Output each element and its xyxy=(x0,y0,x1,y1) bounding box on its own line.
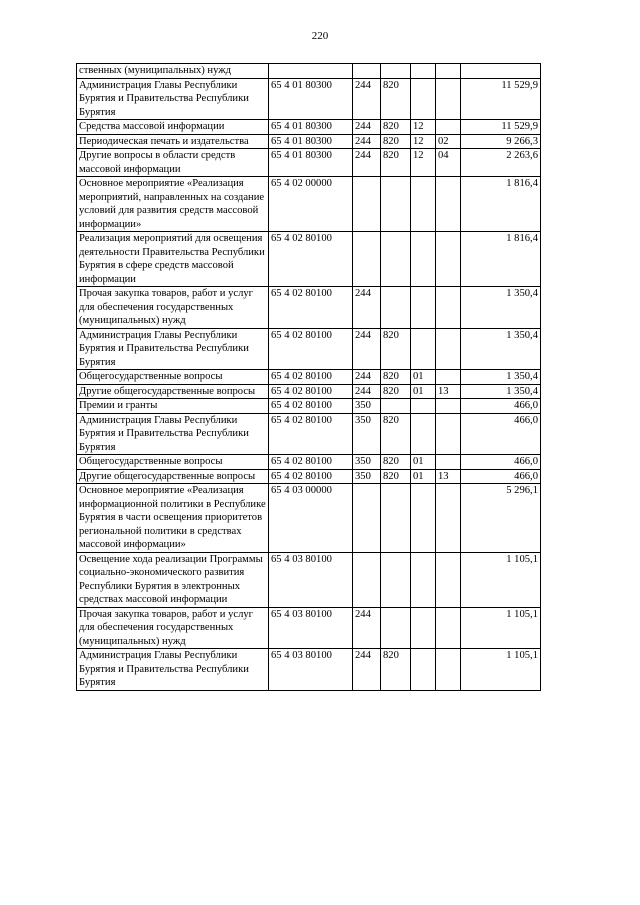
cell-name: Прочая закупка товаров, работ и услуг для обеспечения государственных (муниципальных) нужд xyxy=(77,607,269,649)
cell-subsection xyxy=(436,455,461,470)
cell-name: Общегосударственные вопросы xyxy=(77,370,269,385)
cell-expense-type: 244 xyxy=(353,607,381,649)
cell-name: Освещение хода реализации Программы социально-экономического развития Республики Бурятия в электронных средствах массовой информации xyxy=(77,552,269,607)
cell-section xyxy=(411,287,436,329)
cell-target-article: 65 4 02 00000 xyxy=(269,177,353,232)
cell-amount: 1 816,4 xyxy=(461,232,541,287)
cell-amount xyxy=(461,64,541,79)
cell-subsection xyxy=(436,399,461,414)
cell-administrator-code xyxy=(381,484,411,553)
cell-target-article: 65 4 02 80100 xyxy=(269,399,353,414)
cell-expense-type: 244 xyxy=(353,120,381,135)
cell-amount: 1 350,4 xyxy=(461,370,541,385)
cell-administrator-code: 820 xyxy=(381,120,411,135)
cell-expense-type: 244 xyxy=(353,370,381,385)
cell-section: 12 xyxy=(411,134,436,149)
cell-expense-type: 244 xyxy=(353,78,381,120)
cell-amount: 1 105,1 xyxy=(461,607,541,649)
cell-target-article: 65 4 02 80100 xyxy=(269,287,353,329)
table-row xyxy=(77,552,541,607)
cell-expense-type: 350 xyxy=(353,399,381,414)
cell-expense-type: 350 xyxy=(353,455,381,470)
cell-administrator-code: 820 xyxy=(381,413,411,455)
cell-name: Средства массовой информации xyxy=(77,120,269,135)
cell-administrator-code xyxy=(381,287,411,329)
cell-name: Реализация мероприятий для освещения деятельности Правительства Республики Бурятия в сфере средств массовой информации xyxy=(77,232,269,287)
table-row xyxy=(77,134,541,149)
cell-section xyxy=(411,484,436,553)
cell-name: Общегосударственные вопросы xyxy=(77,455,269,470)
table-row xyxy=(77,64,541,79)
cell-name: Периодическая печать и издательства xyxy=(77,134,269,149)
cell-name: Прочая закупка товаров, работ и услуг для обеспечения государственных (муниципальных) нужд xyxy=(77,287,269,329)
table-row xyxy=(77,328,541,370)
table-row xyxy=(77,384,541,399)
table-row xyxy=(77,287,541,329)
cell-administrator-code: 820 xyxy=(381,469,411,484)
cell-expense-type xyxy=(353,484,381,553)
cell-target-article: 65 4 01 80300 xyxy=(269,78,353,120)
table-row xyxy=(77,649,541,691)
cell-amount: 1 105,1 xyxy=(461,649,541,691)
cell-name: Администрация Главы Республики Бурятия и Правительства Республики Бурятия xyxy=(77,328,269,370)
cell-amount: 11 529,9 xyxy=(461,120,541,135)
cell-name: ственных (муниципальных) нужд xyxy=(77,64,269,79)
table-row xyxy=(77,232,541,287)
cell-name: Администрация Главы Республики Бурятия и Правительства Республики Бурятия xyxy=(77,649,269,691)
cell-target-article: 65 4 01 80300 xyxy=(269,134,353,149)
cell-target-article: 65 4 02 80100 xyxy=(269,455,353,470)
cell-name: Другие общегосударственные вопросы xyxy=(77,384,269,399)
cell-expense-type: 244 xyxy=(353,649,381,691)
cell-expense-type: 244 xyxy=(353,134,381,149)
table-row xyxy=(77,120,541,135)
cell-section: 01 xyxy=(411,384,436,399)
cell-section xyxy=(411,413,436,455)
cell-subsection xyxy=(436,232,461,287)
cell-section xyxy=(411,232,436,287)
cell-amount: 466,0 xyxy=(461,455,541,470)
cell-section xyxy=(411,607,436,649)
budget-table xyxy=(76,63,541,691)
cell-administrator-code xyxy=(381,552,411,607)
cell-name: Премии и гранты xyxy=(77,399,269,414)
cell-administrator-code xyxy=(381,232,411,287)
cell-expense-type xyxy=(353,232,381,287)
table-row xyxy=(77,399,541,414)
cell-section xyxy=(411,78,436,120)
cell-amount: 2 263,6 xyxy=(461,149,541,177)
cell-administrator-code: 820 xyxy=(381,649,411,691)
table-row xyxy=(77,455,541,470)
cell-target-article xyxy=(269,64,353,79)
cell-subsection: 13 xyxy=(436,384,461,399)
cell-amount: 1 350,4 xyxy=(461,328,541,370)
cell-administrator-code xyxy=(381,64,411,79)
cell-target-article: 65 4 03 80100 xyxy=(269,552,353,607)
cell-subsection xyxy=(436,649,461,691)
cell-name: Другие вопросы в области средств массовой информации xyxy=(77,149,269,177)
cell-amount: 1 350,4 xyxy=(461,384,541,399)
cell-amount: 1 350,4 xyxy=(461,287,541,329)
cell-section xyxy=(411,64,436,79)
cell-administrator-code: 820 xyxy=(381,134,411,149)
cell-expense-type: 244 xyxy=(353,328,381,370)
table-body xyxy=(77,64,541,691)
cell-administrator-code: 820 xyxy=(381,78,411,120)
cell-subsection: 02 xyxy=(436,134,461,149)
cell-administrator-code: 820 xyxy=(381,370,411,385)
cell-target-article: 65 4 02 80100 xyxy=(269,384,353,399)
cell-name: Администрация Главы Республики Бурятия и Правительства Республики Бурятия xyxy=(77,78,269,120)
cell-administrator-code xyxy=(381,399,411,414)
cell-subsection xyxy=(436,552,461,607)
cell-amount: 466,0 xyxy=(461,469,541,484)
cell-subsection xyxy=(436,607,461,649)
cell-section: 01 xyxy=(411,469,436,484)
cell-target-article: 65 4 02 80100 xyxy=(269,328,353,370)
cell-subsection xyxy=(436,78,461,120)
cell-expense-type: 244 xyxy=(353,384,381,399)
cell-section: 01 xyxy=(411,370,436,385)
cell-target-article: 65 4 03 80100 xyxy=(269,649,353,691)
cell-target-article: 65 4 02 80100 xyxy=(269,232,353,287)
cell-target-article: 65 4 02 80100 xyxy=(269,413,353,455)
cell-amount: 466,0 xyxy=(461,413,541,455)
cell-target-article: 65 4 02 80100 xyxy=(269,370,353,385)
cell-section xyxy=(411,552,436,607)
cell-section: 12 xyxy=(411,149,436,177)
cell-subsection xyxy=(436,120,461,135)
table-row xyxy=(77,370,541,385)
cell-subsection: 13 xyxy=(436,469,461,484)
cell-subsection xyxy=(436,413,461,455)
cell-administrator-code: 820 xyxy=(381,328,411,370)
page-number: 220 xyxy=(311,30,329,42)
cell-target-article: 65 4 03 00000 xyxy=(269,484,353,553)
cell-administrator-code: 820 xyxy=(381,384,411,399)
cell-subsection xyxy=(436,484,461,553)
cell-administrator-code: 820 xyxy=(381,455,411,470)
cell-amount: 466,0 xyxy=(461,399,541,414)
table-row xyxy=(77,607,541,649)
cell-name: Основное мероприятие «Реализация мероприятий, направленных на создание условий для развития средств массовой информации» xyxy=(77,177,269,232)
table-row xyxy=(77,177,541,232)
cell-expense-type: 350 xyxy=(353,413,381,455)
table-row xyxy=(77,78,541,120)
cell-section xyxy=(411,399,436,414)
cell-section xyxy=(411,649,436,691)
table-row xyxy=(77,484,541,553)
cell-amount: 5 296,1 xyxy=(461,484,541,553)
cell-administrator-code xyxy=(381,607,411,649)
cell-section: 12 xyxy=(411,120,436,135)
cell-target-article: 65 4 01 80300 xyxy=(269,149,353,177)
cell-section: 01 xyxy=(411,455,436,470)
cell-expense-type xyxy=(353,64,381,79)
cell-administrator-code xyxy=(381,177,411,232)
cell-target-article: 65 4 03 80100 xyxy=(269,607,353,649)
table-row xyxy=(77,149,541,177)
cell-administrator-code: 820 xyxy=(381,149,411,177)
cell-name: Администрация Главы Республики Бурятия и Правительства Республики Бурятия xyxy=(77,413,269,455)
cell-section xyxy=(411,177,436,232)
cell-amount: 1 105,1 xyxy=(461,552,541,607)
table-row xyxy=(77,413,541,455)
table-row xyxy=(77,469,541,484)
cell-target-article: 65 4 01 80300 xyxy=(269,120,353,135)
cell-subsection xyxy=(436,328,461,370)
cell-target-article: 65 4 02 80100 xyxy=(269,469,353,484)
cell-amount: 1 816,4 xyxy=(461,177,541,232)
cell-amount: 9 266,3 xyxy=(461,134,541,149)
cell-name: Основное мероприятие «Реализация информационной политики в Республике Бурятия в части освещения приоритетов региональной политики в средствах массовой информации» xyxy=(77,484,269,553)
cell-expense-type xyxy=(353,552,381,607)
cell-expense-type: 244 xyxy=(353,287,381,329)
cell-expense-type: 350 xyxy=(353,469,381,484)
cell-name: Другие общегосударственные вопросы xyxy=(77,469,269,484)
cell-expense-type: 244 xyxy=(353,149,381,177)
cell-subsection xyxy=(436,287,461,329)
cell-section xyxy=(411,328,436,370)
cell-expense-type xyxy=(353,177,381,232)
cell-subsection xyxy=(436,64,461,79)
cell-subsection xyxy=(436,177,461,232)
cell-amount: 11 529,9 xyxy=(461,78,541,120)
cell-subsection: 04 xyxy=(436,149,461,177)
cell-subsection xyxy=(436,370,461,385)
